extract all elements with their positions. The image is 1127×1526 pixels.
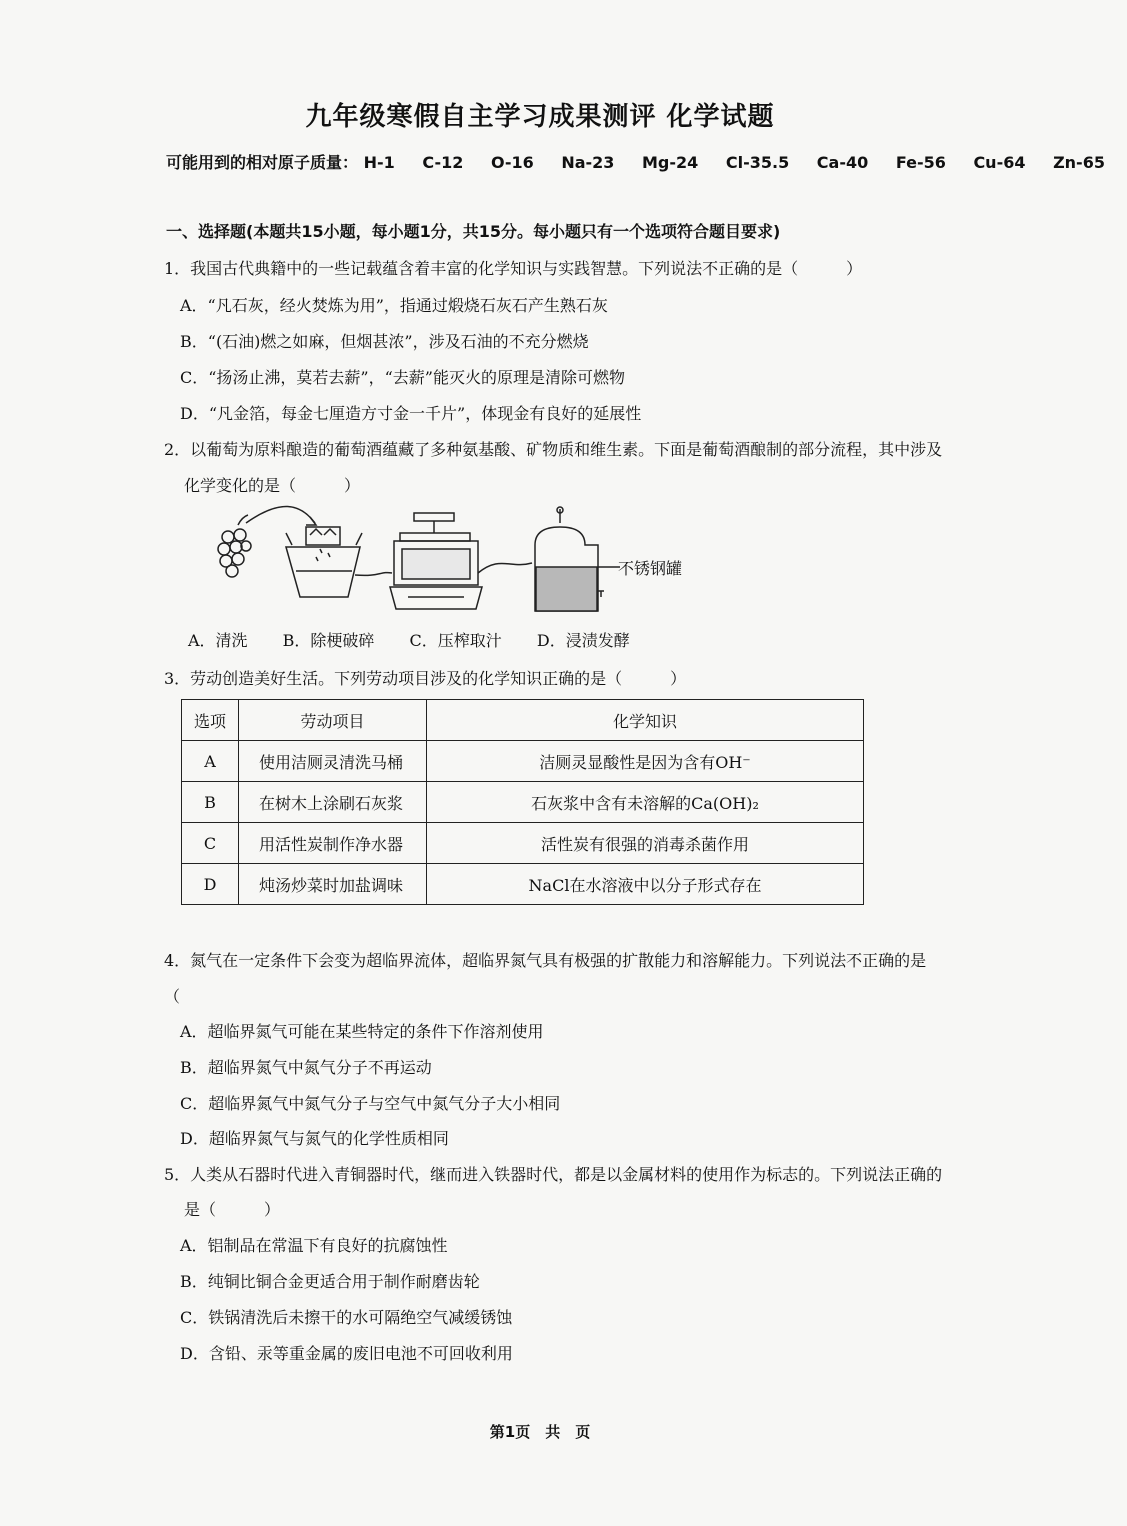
pipe-line: [355, 573, 392, 576]
press-machine-icon: [390, 513, 482, 609]
mass-item: Cu-64: [973, 153, 1026, 172]
table-cell: NaCl在水溶液中以分子形式存在: [427, 864, 864, 905]
table-row: [182, 864, 864, 905]
table-cell: C: [182, 823, 239, 864]
arrow-head-icon: [306, 517, 316, 525]
question-2-stem-continued: 化学变化的是（ ）: [184, 476, 361, 495]
table-cell: A: [182, 741, 239, 782]
question-5-option-d: D．含铅、汞等重金属的废旧电池不可回收利用: [180, 1344, 513, 1363]
section-heading: 一、选择题(本题共15小题，每小题1分，共15分。每小题只有一个选项符合题目要求): [166, 222, 781, 241]
flow-arrow-icon: [246, 506, 315, 523]
question-2-option-d: D．浸渍发酵: [536, 631, 630, 650]
question-1-stem: 1．我国古代典籍中的一些记载蕴含着丰富的化学知识与实践智慧。下列说法不正确的是（ ）: [164, 259, 863, 278]
question-4-option-b: B．超临界氮气中氮气分子不再运动: [180, 1058, 432, 1077]
question-4-option-c: C．超临界氮气中氮气分子与空气中氮气分子大小相同: [180, 1094, 561, 1113]
question-4-option-a: A．超临界氮气可能在某些特定的条件下作溶剂使用: [180, 1022, 544, 1041]
table-row: [182, 741, 864, 782]
mass-item: C-12: [422, 153, 464, 172]
grapes-icon: [218, 515, 251, 577]
table-cell: 石灰浆中含有未溶解的Ca(OH)₂: [427, 782, 864, 823]
mass-item: Ca-40: [816, 153, 869, 172]
mass-item: O-16: [490, 153, 534, 172]
question-5-option-a: A．铝制品在常温下有良好的抗腐蚀性: [180, 1236, 448, 1255]
mass-item: Na-23: [561, 153, 615, 172]
question-1-option-c: C．“扬汤止沸，莫若去薪”，“去薪”能灭火的原理是清除可燃物: [180, 368, 625, 387]
table-row: [182, 823, 864, 864]
question-2-option-b: B．除梗破碎: [282, 631, 375, 650]
question-3-table: [181, 699, 864, 905]
stainless-tank-icon: [535, 507, 620, 611]
question-5-stem-continued: 是（ ）: [184, 1200, 281, 1219]
table-cell: D: [182, 864, 239, 905]
question-4-stem-continued: （: [164, 987, 181, 1006]
mass-item: Cl-35.5: [725, 153, 790, 172]
table-cell: 活性炭有很强的消毒杀菌作用: [427, 823, 864, 864]
question-4-stem: 4．氮气在一定条件下会变为超临界流体，超临界氮气具有极强的扩散能力和溶解能力。下列说法不正确的是: [164, 951, 927, 970]
atomic-masses-label: 可能用到的相对原子质量：: [166, 153, 359, 172]
table-header: 劳动项目: [239, 700, 427, 741]
mass-item: Fe-56: [895, 153, 946, 172]
question-1-option-d: D．“凡金箔，每金七厘造方寸金一千片”，体现金有良好的延展性: [180, 404, 642, 423]
table-cell: 使用洁厕灵清洗马桶: [239, 741, 427, 782]
question-5-stem: 5．人类从石器时代进入青铜器时代，继而进入铁器时代，都是以金属材料的使用作为标志的。下列说法正确的: [164, 1165, 943, 1184]
mass-item: Zn-65: [1053, 153, 1105, 172]
mass-item: H-1: [363, 153, 395, 172]
table-header: 选项: [182, 700, 239, 741]
table-cell: 在树木上涂刷石灰浆: [239, 782, 427, 823]
exam-title: 九年级寒假自主学习成果测评 化学试题: [305, 102, 775, 132]
question-2-options: [188, 628, 660, 651]
question-2-stem: 2．以葡萄为原料酿造的葡萄酒蕴藏了多种氨基酸、矿物质和维生素。下面是葡萄酒酿制的部分流程，其中涉及: [164, 440, 943, 459]
mass-item: Mg-24: [642, 153, 699, 172]
table-cell: 炖汤炒菜时加盐调味: [239, 864, 427, 905]
pipe-line: [478, 563, 532, 573]
atomic-masses: [166, 150, 1105, 173]
question-1-option-b: B．“(石油)燃之如麻，但烟甚浓”，涉及石油的不充分燃烧: [180, 332, 589, 351]
table-row: [182, 782, 864, 823]
table-cell: B: [182, 782, 239, 823]
question-3-stem: 3．劳动创造美好生活。下列劳动项目涉及的化学知识正确的是（ ）: [164, 669, 687, 688]
wine-process-diagram: [210, 505, 630, 620]
page-footer: 第1页 共 页: [489, 1423, 591, 1441]
table-header: 化学知识: [427, 700, 864, 741]
tank-label: 不锈钢罐: [618, 559, 683, 578]
table-header-row: [182, 700, 864, 741]
question-5-option-b: B．纯铜比铜合金更适合用于制作耐磨齿轮: [180, 1272, 480, 1291]
question-1-option-a: A．“凡石灰，经火焚炼为用”，指通过煅烧石灰石产生熟石灰: [180, 296, 608, 315]
question-2-option-c: C．压榨取汁: [409, 631, 502, 650]
table-cell: 洁厕灵显酸性是因为含有OH⁻: [427, 741, 864, 782]
crusher-basin-icon: [286, 527, 362, 597]
question-5-option-c: C．铁锅清洗后未擦干的水可隔绝空气减缓锈蚀: [180, 1308, 513, 1327]
question-4-option-d: D．超临界氮气与氮气的化学性质相同: [180, 1129, 449, 1148]
question-2-option-a: A．清洗: [188, 631, 248, 650]
table-cell: 用活性炭制作净水器: [239, 823, 427, 864]
